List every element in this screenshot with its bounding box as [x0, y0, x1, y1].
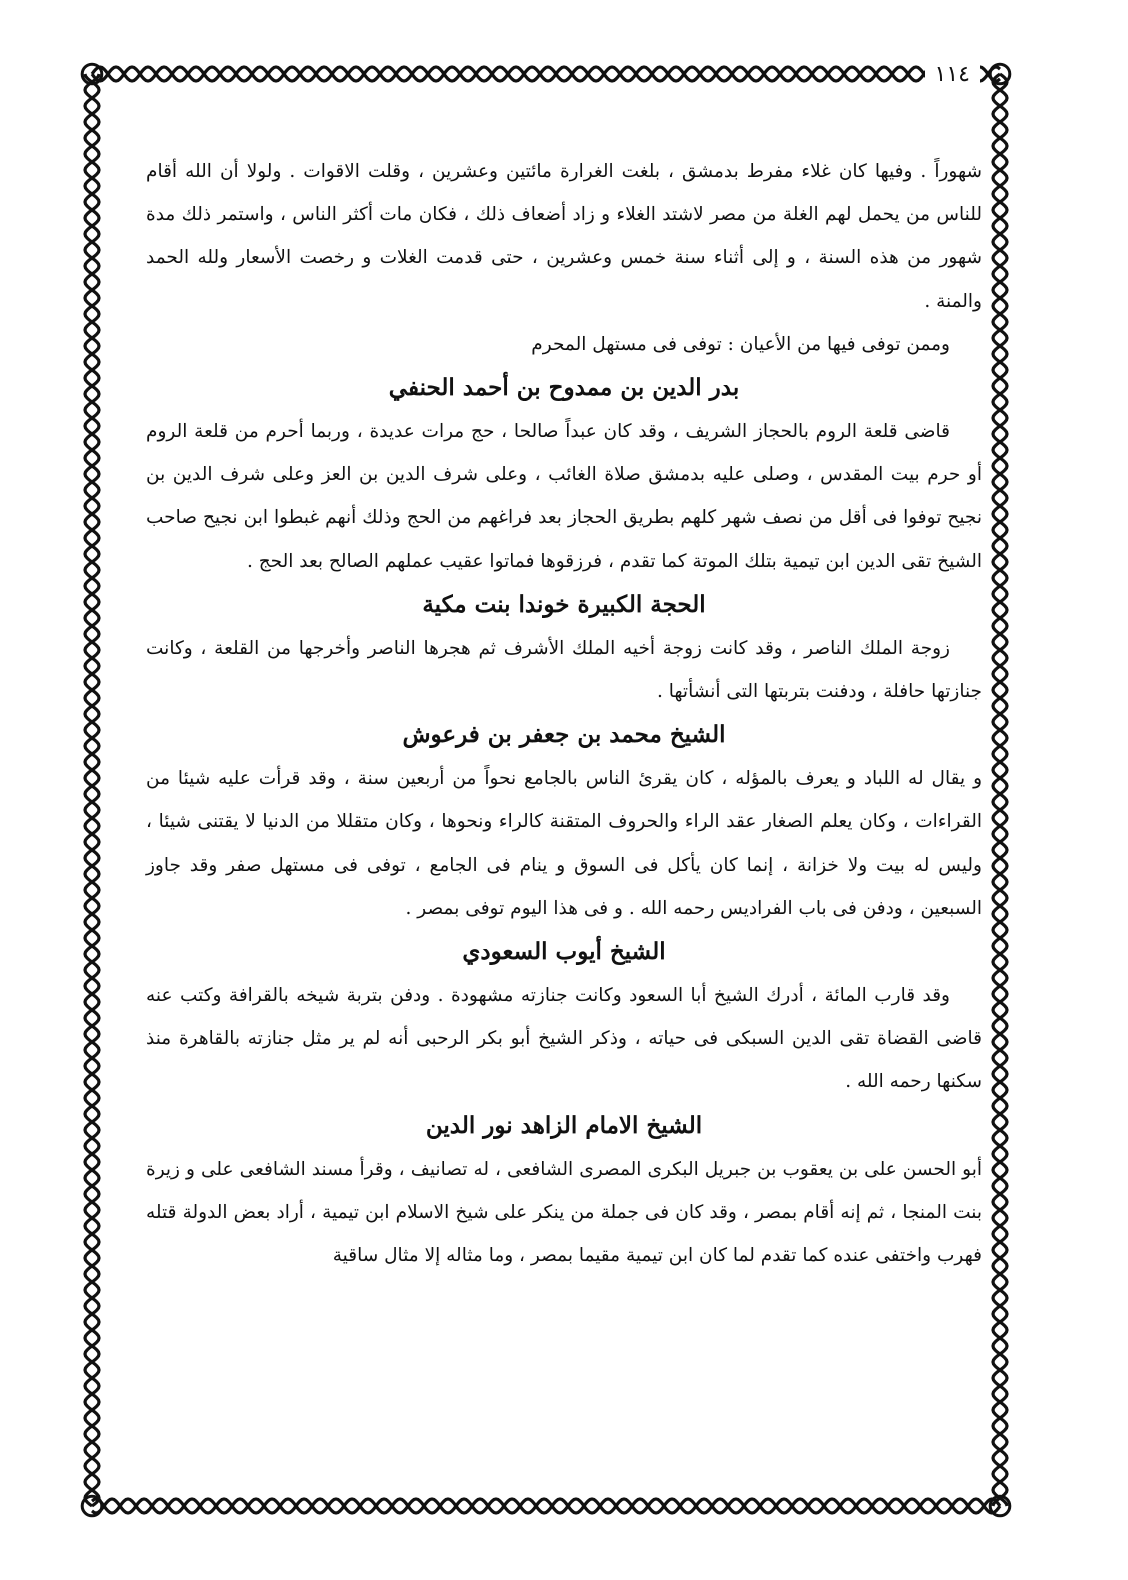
intro-line: وممن توفى فيها من الأعيان : توفى فى مستهل المحرم	[531, 333, 950, 355]
page-number: ١١٤	[925, 62, 980, 87]
page-body	[146, 150, 982, 1277]
section-paragraph: زوجة الملك الناصر ، وقد كانت زوجة أخيه الملك الأشرف ثم هجرها الناصر وأخرجها من القلعة ، وكانت جنازتها حافلة ، ودفنت بتربتها التى أنشأتها .	[146, 637, 982, 703]
section-paragraph: وقد قارب المائة ، أدرك الشيخ أبا السعود وكانت جنازته مشهودة . ودفن بتربة شيخه بالقرافة وكتب عنه قاضى القضاة تقى الدين السبكى فى حياته ، وذكر الشيخ أبو بكر الرحبى أنه لم ير مثل جنازته بالقاهرة منذ سكنها رحمه الله .	[146, 985, 982, 1093]
intro-paragraph: شهوراً . وفيها كان غلاء مفرط بدمشق ، بلغت الغرارة مائتين وعشرين ، وقلت الاقوات . ولولا أن الله أقام للناس من يحمل لهم الغلة من مصر لاشتد الغلاء و زاد أضعاف ذلك ، فكان مات أكثر الناس ، واستمر ذلك مدة شهور من هذه السنة ، و إلى أثناء سنة خمس وعشرين ، حتى قدمت الغلات و رخصت الأسعار ولله الحمد والمنة .	[146, 161, 982, 312]
section-paragraph: قاضى قلعة الروم بالحجاز الشريف ، وقد كان عبداً صالحا ، حج مرات عديدة ، وربما أحرم من قلعة الروم أو حرم بيت المقدس ، وصلى عليه بدمشق صلاة الغائب ، وعلى شرف الدين بن العز وعلى شرف الدين بن نجيح توفوا فى أقل من نصف شهر كلهم بطريق الحجاز بعد فراغهم من الحج وذلك أنهم غبطوا ابن نجيح صاحب الشيخ تقى الدين ابن تيمية بتلك الموتة كما تقدم ، فرزقوها فماتوا عقيب عملهم الصالح بعد الحج .	[146, 421, 982, 572]
section-heading: الشيخ أيوب السعودي	[462, 938, 666, 966]
section-heading: الشيخ محمد بن جعفر بن فرعوش	[402, 721, 726, 749]
section-heading: الحجة الكبيرة خوندا بنت مكية	[422, 590, 706, 618]
section-paragraph: أبو الحسن على بن يعقوب بن جبريل البكرى المصرى الشافعى ، له تصانيف ، وقرأ مسند الشافعى على و زيرة بنت المنجا ، ثم إنه أقام بمصر ، وقد كان فى جملة من ينكر على شيخ الاسلام ابن تيمية ، أراد بعض الدولة قتله فهرب واختفى عنده كما تقدم لما كان ابن تيمية مقيما بمصر ، وما مثاله إلا مثال ساقية	[146, 1158, 982, 1267]
section-heading: بدر الدين بن ممدوح بن أحمد الحنفي	[388, 374, 740, 402]
section-heading: الشيخ الامام الزاهد نور الدين	[425, 1111, 703, 1139]
section-paragraph: و يقال له اللباد و يعرف بالمؤله ، كان يقرئ الناس بالجامع نحواً من أربعين سنة ، وقد قرأت عليه شيئا من القراءات ، وكان يعلم الصغار عقد الراء والحروف المتقنة كالراء ونحوها ، وكان متقللا من الدنيا لا يقتنى شيئا ، وليس له بيت ولا خزانة ، إنما كان يأكل فى السوق و ينام فى الجامع ، توفى فى مستهل صفر وقد جاوز السبعين ، ودفن فى باب الفراديس رحمه الله . و فى هذا اليوم توفى بمصر .	[146, 768, 982, 919]
